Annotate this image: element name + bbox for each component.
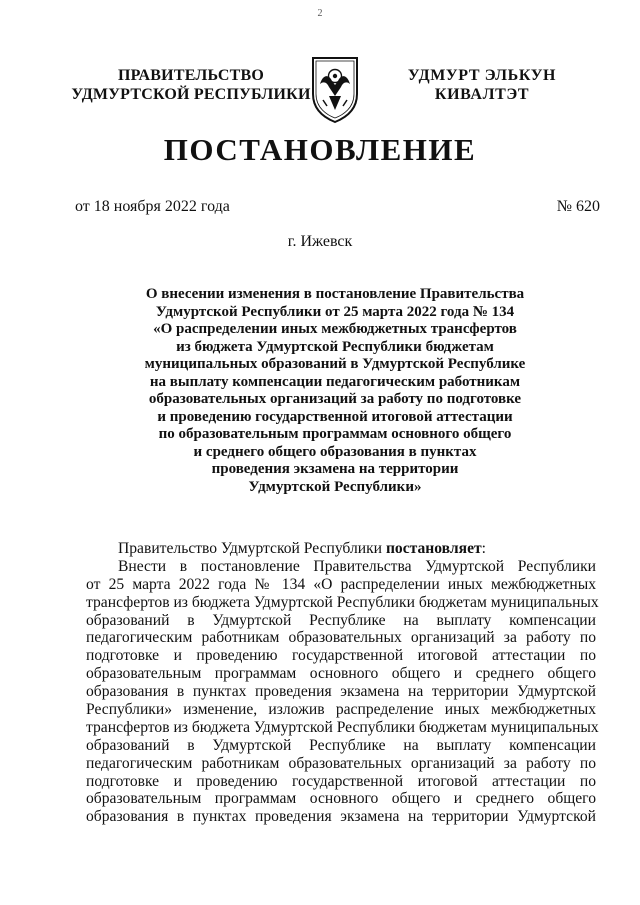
preamble <box>86 540 596 558</box>
document-title <box>120 286 550 496</box>
body-line: образовательным программам основного общего и среднего общего <box>86 790 596 808</box>
title-line: муниципальных образований в Удмуртской Республике <box>144 356 526 372</box>
title-line: Удмуртской Республики» <box>248 478 422 495</box>
document-body <box>86 540 599 826</box>
preamble-emphasis: постановляет <box>385 540 482 557</box>
government-name-russian <box>56 66 326 104</box>
title-line: на выплату компенсации педагогическим работникам <box>149 373 521 390</box>
issue-city: г. Ижевск <box>287 233 353 250</box>
document-number: № 620 <box>556 198 600 215</box>
title-line: О внесении изменения в постановление Правительства <box>145 286 525 302</box>
title-line: образовательных организаций за работу по подготовке <box>148 391 522 407</box>
body-line: трансфертов из бюджета Удмуртской Республики бюджетам муниципальных <box>86 593 599 611</box>
body-line: трансфертов из бюджета Удмуртской Республики бюджетам муниципальных <box>86 718 599 736</box>
body-line: образований в Удмуртской Республике на выплату компенсации <box>86 611 596 629</box>
coat-of-arms-icon <box>305 54 365 124</box>
government-name-line: ПРАВИТЕЛЬСТВО <box>117 67 265 84</box>
body-line: Республики» изменение, изложив распределение иных межбюджетных <box>86 701 596 719</box>
title-line: по образовательным программам основного общего <box>158 426 512 442</box>
document-type: ПОСТАНОВЛЕНИЕ <box>163 132 477 167</box>
body-line: подготовке и проведению государственной итоговой аттестации по <box>86 772 596 790</box>
government-name-udmurt <box>372 66 592 104</box>
body-line: Внести в постановление Правительства Удмуртской Республики <box>118 557 596 575</box>
page-number: 2 <box>317 8 323 19</box>
title-line: и проведению государственной итоговой аттестации <box>157 408 513 425</box>
title-line: проведения экзамена на территории <box>211 461 459 477</box>
body-line: педагогическим работникам образовательных организаций за работу по <box>86 629 596 647</box>
title-line: «О распределении иных межбюджетных трансфертов <box>153 321 517 337</box>
title-line: из бюджета Удмуртской Республики бюджетам <box>176 338 494 355</box>
preamble-colon: : <box>481 540 487 557</box>
government-name-line: УДМУРТ ЭЛЬКУН <box>407 67 557 84</box>
body-line: образования в пунктах проведения экзамена на территории Удмуртской <box>86 808 596 826</box>
body-line: подготовке и проведению государственной итоговой аттестации по <box>86 647 596 665</box>
government-name-line: УДМУРТСКОЙ РЕСПУБЛИКИ <box>71 86 311 103</box>
title-line: Удмуртской Республики от 25 марта 2022 года № 134 <box>155 303 515 320</box>
document-date: от 18 ноября 2022 года <box>75 198 230 215</box>
body-line: педагогическим работникам образовательных организаций за работу по <box>86 754 596 772</box>
body-line: образований в Удмуртской Республике на выплату компенсации <box>86 736 596 754</box>
body-line: от 25 марта 2022 года № 134 «О распределении иных межбюджетных <box>86 575 596 593</box>
preamble-text: Правительство Удмуртской Республики <box>118 540 386 557</box>
title-line: и среднего общего образования в пунктах <box>193 443 477 460</box>
body-line: образовательным программам основного общего и среднего общего <box>86 665 596 683</box>
government-name-line: КИВАЛТЭТ <box>434 86 530 103</box>
body-line: образования в пунктах проведения экзамена на территории Удмуртской <box>86 683 596 701</box>
letterhead <box>0 66 640 116</box>
